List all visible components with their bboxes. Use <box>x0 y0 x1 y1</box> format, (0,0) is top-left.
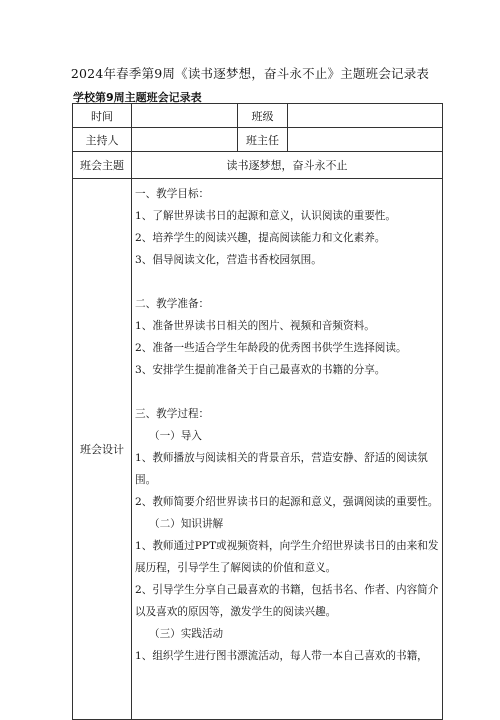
theme-value: 读书逐梦想，奋斗永不止 <box>132 152 443 179</box>
design-text-line: 1、了解世界读书日的起源和意义，认识阅读的重要性。 <box>135 210 396 222</box>
design-text-line: 1、教师通过PPT或视频资料，向学生介绍世界读书日的由来和发 <box>135 540 439 552</box>
design-text-line: 以及喜欢的原因等，激发学生的阅读兴趣。 <box>135 606 337 618</box>
class-meeting-record-table <box>72 103 443 720</box>
teacher-label: 班主任 <box>238 128 288 152</box>
design-section-heading: 一、教学目标： <box>135 188 210 200</box>
teacher-value-cell[interactable] <box>288 128 443 152</box>
table-row-host <box>73 128 443 152</box>
design-text-line: 1、准备世界读书日相关的图片、视频和音频资料。 <box>135 320 375 332</box>
design-subheading: （一）导入 <box>149 430 202 442</box>
design-label: 班会设计 <box>73 179 132 720</box>
design-section-heading: 二、教学准备： <box>135 298 210 310</box>
design-text-line: 3、倡导阅读文化，营造书香校园氛围。 <box>135 254 322 266</box>
design-text-line: 2、准备一些适合学生年龄段的优秀图书供学生选择阅读。 <box>135 342 407 354</box>
design-text-line: 2、引导学生分享自己最喜欢的书籍，包括书名、作者、内容简介 <box>135 584 439 596</box>
design-content <box>132 179 442 719</box>
design-text-line: 3、安排学生提前准备关于自己最喜欢的书籍的分享。 <box>135 364 386 376</box>
host-value-cell[interactable] <box>132 128 238 152</box>
table-row-theme <box>73 152 443 179</box>
table-row-time <box>73 104 443 128</box>
table-caption: 学校第9周主题班会记录表 <box>73 91 202 104</box>
design-subheading: （三）实践活动 <box>149 628 224 640</box>
design-text-line: 1、教师播放与阅读相关的背景音乐，营造安静、舒适的阅读氛 <box>135 452 428 464</box>
table-row-design <box>73 179 443 720</box>
time-label: 时间 <box>73 104 132 128</box>
design-text-line: 2、培养学生的阅读兴趣，提高阅读能力和文化素养。 <box>135 232 386 244</box>
design-blank-line <box>135 381 439 403</box>
design-text-line: 1、组织学生进行图书漂流活动，每人带一本自己喜欢的书籍， <box>135 650 428 662</box>
class-value-cell[interactable] <box>288 104 443 128</box>
class-label: 班级 <box>238 104 288 128</box>
design-text-line: 围。 <box>135 474 157 486</box>
design-content-cell <box>132 179 443 720</box>
time-value-cell[interactable] <box>132 104 238 128</box>
design-blank-line <box>135 271 439 293</box>
theme-label: 班会主题 <box>73 152 132 179</box>
design-text-line: 展历程，引导学生了解阅读的价值和意义。 <box>135 562 337 574</box>
design-subheading: （二）知识讲解 <box>149 518 224 530</box>
host-label: 主持人 <box>73 128 132 152</box>
document-title: 2024年春季第9周《读书逐梦想，奋斗永不止》主题班会记录表 <box>70 66 430 81</box>
design-section-heading: 三、教学过程： <box>135 408 210 420</box>
design-text-line: 2、教师简要介绍世界读书日的起源和意义，强调阅读的重要性。 <box>135 496 439 508</box>
